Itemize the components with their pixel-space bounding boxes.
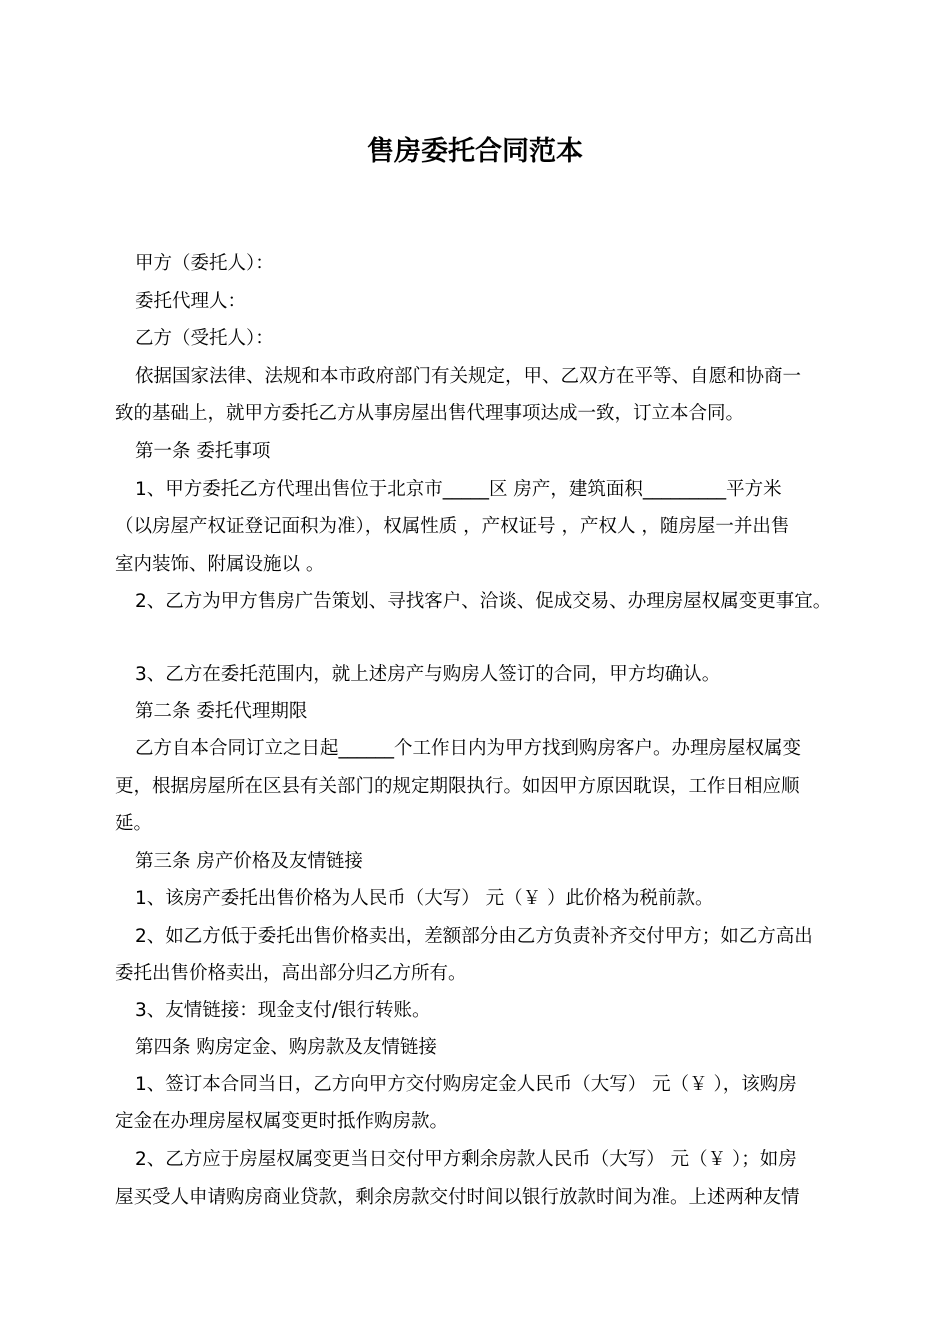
article-3-heading: 第三条 房产价格及友情链接 [135, 851, 363, 872]
party-b-line: 乙方（受托人）： [135, 328, 274, 349]
article-2-text-line-3: 延。 [115, 813, 153, 834]
preamble-line-2: 致的基础上，就甲方委托乙方从事房屋出售代理事项达成一致，订立本合同。 [115, 403, 745, 424]
article-2-text-line-1: 乙方自本合同订立之日起______个工作日内为甲方找到购房客户。办理房屋权属变 [135, 738, 802, 759]
article-3-clause-2-line-2: 委托出售价格卖出，高出部分归乙方所有。 [115, 963, 467, 984]
article-4-clause-1-line-2: 定金在办理房屋权属变更时抵作购房款。 [115, 1111, 449, 1132]
article-1-clause-1-line-3: 室内装饰、附属设施以 。 [115, 554, 325, 575]
article-1-heading: 第一条 委托事项 [135, 441, 271, 462]
article-1-clause-1-line-2: （以房屋产权证登记面积为准），权属性质 ，产权证号 ，产权人 ，随房屋一并出售 [115, 516, 790, 537]
article-3-clause-2-line-1: 2、如乙方低于委托出售价格卖出，差额部分由乙方负责补齐交付甲方；如乙方高出 [135, 926, 813, 947]
article-2-text-line-2: 更，根据房屋所在区县有关部门的规定期限执行。如因甲方原因耽误，工作日相应顺 [115, 776, 800, 797]
article-1-clause-2: 2、乙方为甲方售房广告策划、寻找客户、洽谈、促成交易、办理房屋权属变更事宜。 [135, 591, 832, 612]
article-1-clause-3: 3、乙方在委托范围内，就上述房产与购房人签订的合同，甲方均确认。 [135, 664, 721, 685]
party-a-line: 甲方（委托人）： [135, 253, 274, 274]
article-3-clause-1: 1、该房产委托出售价格为人民币（大写） 元（￥ ）此价格为税前款。 [135, 888, 714, 909]
agent-line: 委托代理人： [135, 291, 247, 312]
article-4-clause-2-line-2: 屋买受人申请购房商业贷款，剩余房款交付时间以银行放款时间为准。上述两种友情 [115, 1187, 800, 1208]
article-4-clause-1-line-1: 1、签订本合同当日，乙方向甲方交付购房定金人民币（大写） 元（￥ ），该购房 [135, 1074, 797, 1095]
article-4-clause-2-line-1: 2、乙方应于房屋权属变更当日交付甲方剩余房款人民币（大写） 元（￥ ）；如房 [135, 1149, 797, 1170]
document-title: 售房委托合同范本 [367, 136, 583, 167]
preamble-line-1: 依据国家法律、法规和本市政府部门有关规定，甲、乙双方在平等、自愿和协商一 [135, 366, 802, 387]
article-3-clause-3: 3、友情链接：现金支付/银行转账。 [135, 1000, 431, 1021]
article-2-heading: 第二条 委托代理期限 [135, 701, 308, 722]
article-1-clause-1-line-1: 1、甲方委托乙方代理出售位于北京市_____区 房产，建筑面积_________平方米 [135, 479, 782, 500]
article-4-heading: 第四条 购房定金、购房款及友情链接 [135, 1037, 437, 1058]
